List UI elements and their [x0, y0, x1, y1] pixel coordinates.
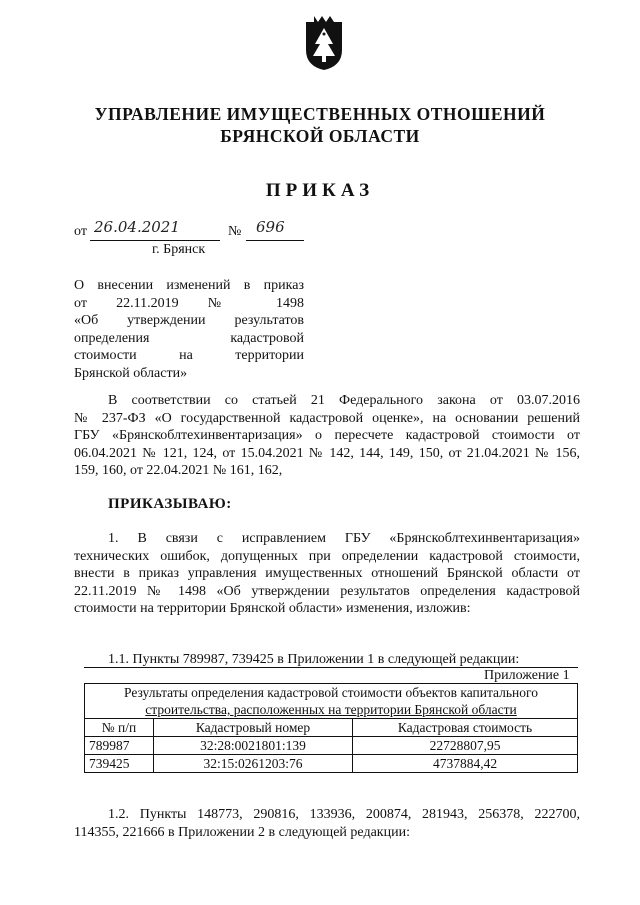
date-prefix: от [74, 224, 87, 239]
table-cell: 4737884,42 [353, 755, 578, 773]
subject-line: «Об утверждении результатов [74, 313, 304, 328]
document-subject [74, 277, 304, 382]
date-handwritten: 26.04.2021 [94, 218, 180, 236]
table-caption-line2: строительства, расположенных на территории Брянской области [145, 702, 517, 717]
table-cell: 789987 [85, 737, 154, 755]
table-caption-line1: Результаты определения кадастровой стоимости объектов капитального [124, 685, 538, 700]
organization-name-line2: БРЯНСКОЙ ОБЛАСТИ [220, 126, 420, 146]
coat-of-arms-icon [302, 14, 346, 72]
table-cell: 32:28:0021801:139 [154, 737, 353, 755]
appendix-label: Приложение 1 [484, 668, 570, 683]
item-1-line: 22.11.2019 № 1498 «Об утверждении результатов определения кадастровой [74, 583, 580, 599]
organization-name-line1: УПРАВЛЕНИЕ ИМУЩЕСТВЕННЫХ ОТНОШЕНИЙ [94, 104, 546, 124]
subject-line: от 22.11.2019 № 1498 [74, 295, 304, 311]
item-1-line: 1. В связи с исправлением ГБУ «Брянскоблтехинвентаризация» [108, 531, 580, 546]
item-1-line: внести в приказ управления имущественных отношений Брянской области от [74, 566, 580, 582]
cadastral-table [84, 683, 578, 773]
document-title: ПРИКАЗ [265, 180, 375, 201]
column-header-cadastral-number: Кадастровый номер [154, 719, 353, 737]
preamble-line: ГБУ «Брянскоблтехинвентаризация» о пересчете кадастровой стоимости от [74, 428, 580, 444]
table-cell: 32:15:0261203:76 [154, 755, 353, 773]
table-cell: 739425 [85, 755, 154, 773]
item-1-line: стоимости на территории Брянской области» изменения, изложив: [74, 601, 471, 617]
order-heading: ПРИКАЗЫВАЮ: [108, 496, 232, 512]
table-row [85, 737, 578, 755]
preamble-line: 159, 160, от 22.04.2021 № 161, 162, [74, 463, 283, 479]
preamble-line: № 237-ФЗ «О государственной кадастровой оценке», на основании решений [74, 410, 580, 426]
item-1-1-text: 1.1. Пункты 789987, 739425 в Приложении 1 в следующей редакции: [108, 652, 520, 667]
column-header-number: № п/п [85, 719, 154, 737]
item-1-2-line: 1.2. Пункты 148773, 290816, 133936, 200874, 281943, 256378, 222700, [108, 807, 580, 822]
subject-line: определения кадастровой [74, 330, 304, 346]
table-caption [85, 684, 578, 719]
table-row [85, 755, 578, 773]
number-handwritten: 696 [256, 218, 285, 236]
date-underline [90, 240, 220, 241]
number-underline [246, 240, 304, 241]
table-cell: 22728807,95 [353, 737, 578, 755]
city: г. Брянск [152, 242, 206, 257]
column-header-cadastral-value: Кадастровая стоимость [353, 719, 578, 737]
preamble-line: 06.04.2021 № 121, 124, от 15.04.2021 № 142, 144, 149, 150, от 21.04.2021 № 156, [74, 445, 580, 461]
subject-line: Брянской области» [74, 365, 188, 381]
number-prefix: № [228, 224, 242, 239]
item-1-2-paragraph [74, 806, 580, 841]
subject-line: О внесении изменений в приказ [74, 278, 304, 293]
preamble-line: В соответствии со статьей 21 Федерального закона от 03.07.2016 [108, 393, 580, 408]
item-1-2-line: 114355, 221666 в Приложении 2 в следующей редакции: [74, 824, 410, 840]
subject-line: стоимости на территории [74, 348, 304, 363]
preamble-paragraph [74, 392, 580, 480]
item-1-line: технических ошибок, допущенных при определении кадастровой стоимости, [74, 548, 580, 564]
item-1-paragraph [74, 530, 580, 618]
